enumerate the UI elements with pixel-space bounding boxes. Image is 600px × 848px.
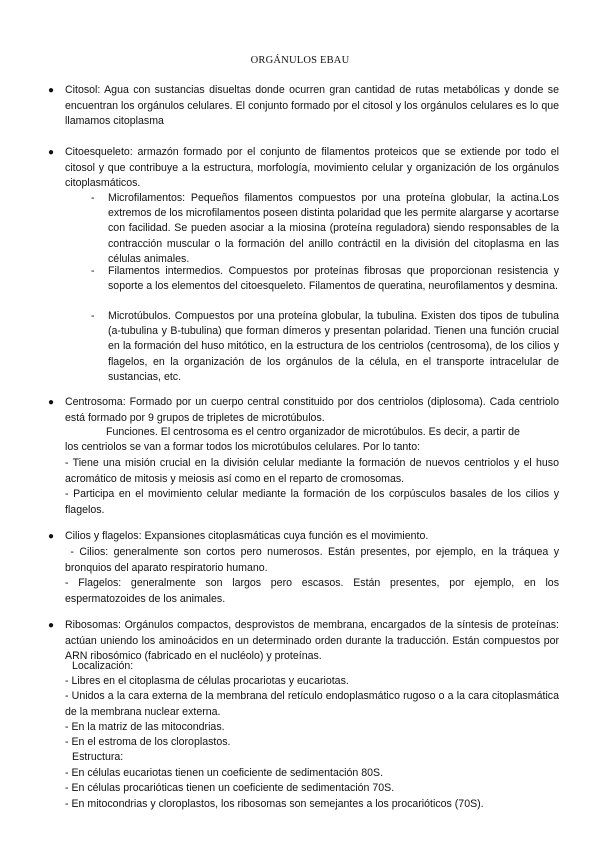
funcion-1: - Tiene una misión crucial en la división celular mediante la formación de nuevos centriolos y el huso acromático de mitosis y meiosis así como en el reparto de cromosomas. [65,457,559,485]
dash-marker: - [91,310,95,322]
funcion-2: - Participa en el movimiento celular mediante la formación de los corpúsculos basales de los cilios y flagelos. [65,488,559,516]
filamentos-intermedios-item: Filamentos intermedios. Compuestos por proteínas fibrosas que proporcionan resistencia y soporte a los elementos del citoesqueleto. Filamentos de queratina, neurofilamentos y desmina. [108,265,559,293]
localizacion-1: - Libres en el citoplasma de células procariotas y eucariotas. [65,675,349,687]
estructura-2: - En células procarióticas tienen un coeficiente de sedimentación 70S. [65,782,395,794]
ribosomas-paragraph: Ribosomas: Orgánulos compactos, desprovistos de membrana, encargados de la síntesis de proteínas: actúan uniendo los aminoácidos en un determinado orden durante la traducción. Están compuestos por ARN ribosómico (fabricado en el nucléolo) y proteínas. [65,619,559,663]
funciones-heading: Funciones. El centrosoma es el centro organizador de microtúbulos. Es decir, a partir de [106,426,520,438]
bullet-icon: ● [48,531,55,542]
bullet-icon: ● [48,147,55,158]
bullet-icon: ● [48,620,55,631]
dash-marker: - [91,265,95,277]
cilios-item: - Cilios: generalmente son cortos pero numerosos. Están presentes, por ejemplo, en la tráquea y bronquios del aparato respiratorio humano. [65,546,562,574]
funciones-text: los centriolos se van a formar todos los microtúbulos celulares. Por lo tanto: [65,441,421,453]
estructura-3: - En mitocondrias y cloroplastos, los ribosomas son semejantes a los procarióticos (70S). [65,798,484,810]
citosol-paragraph: Citosol: Agua con sustancias disueltas donde ocurren gran cantidad de rutas metabólicas y donde se encuentran los orgánulos celulares. El conjunto formado por el citosol y los orgánulos celulares es lo que llamamos citoplasma [65,84,559,128]
cilios-flagelos-paragraph: Cilios y flagelos: Expansiones citoplasmáticas cuya función es el movimiento. [65,530,429,542]
estructura-heading: Estructura: [72,751,124,763]
localizacion-heading: Localización: [72,660,134,672]
localizacion-4: - En el estroma de los cloroplastos. [65,736,231,748]
page-title: ORGÁNULOS EBAU [250,55,350,66]
centrosoma-paragraph: Centrosoma: Formado por un cuerpo central constituido por dos centriolos (diplosoma). Cada centriolo está formado por 9 grupos de tripletes de microtúbulos. [65,396,559,424]
localizacion-3: - En la matriz de las mitocondrias. [65,721,225,733]
estructura-1: - En células eucariotas tienen un coeficiente de sedimentación 80S. [65,767,384,779]
flagelos-item: - Flagelos: generalmente son largos pero escasos. Están presentes, por ejemplo, en los espermatozoides de los animales. [65,577,559,605]
localizacion-2: - Unidos a la cara externa de la membrana del retículo endoplasmático rugoso o a la cara citoplasmática de la membrana nuclear externa. [65,690,559,718]
microtubulos-item: Microtúbulos. Compuestos por una proteína globular, la tubulina. Existen dos tipos de tubulina (a-tubulina y B-tubulina) que forman dímeros y presentan polaridad. Tienen una función crucial en la formación del huso mitótico, en la estructura de los centriolos (centrosoma), de los cilios y flagelos, en la organización de los orgánulos de la célula, en el transporte intracelular de sustancias, etc. [108,310,559,383]
bullet-icon: ● [48,85,55,96]
dash-marker: - [91,192,95,204]
microfilamentos-item: Microfilamentos: Pequeños filamentos compuestos por una proteína globular, la actina.Los extremos de los microfilamentos poseen distinta polaridad que les permite alargarse y acortarse con facilidad. Se pueden asociar a la miosina (proteína reguladora) siendo responsables de la contracción muscular o la formación del anillo contráctil en la división del citoplasma en las células animales. [108,192,559,265]
bullet-icon: ● [48,397,55,408]
citoesqueleto-paragraph: Citoesqueleto: armazón formado por el conjunto de filamentos proteicos que se extiende por todo el citosol y que contribuye a la estructura, morfología, movimiento celular y organización de los orgánulos citoplasmáticos. [65,146,559,190]
